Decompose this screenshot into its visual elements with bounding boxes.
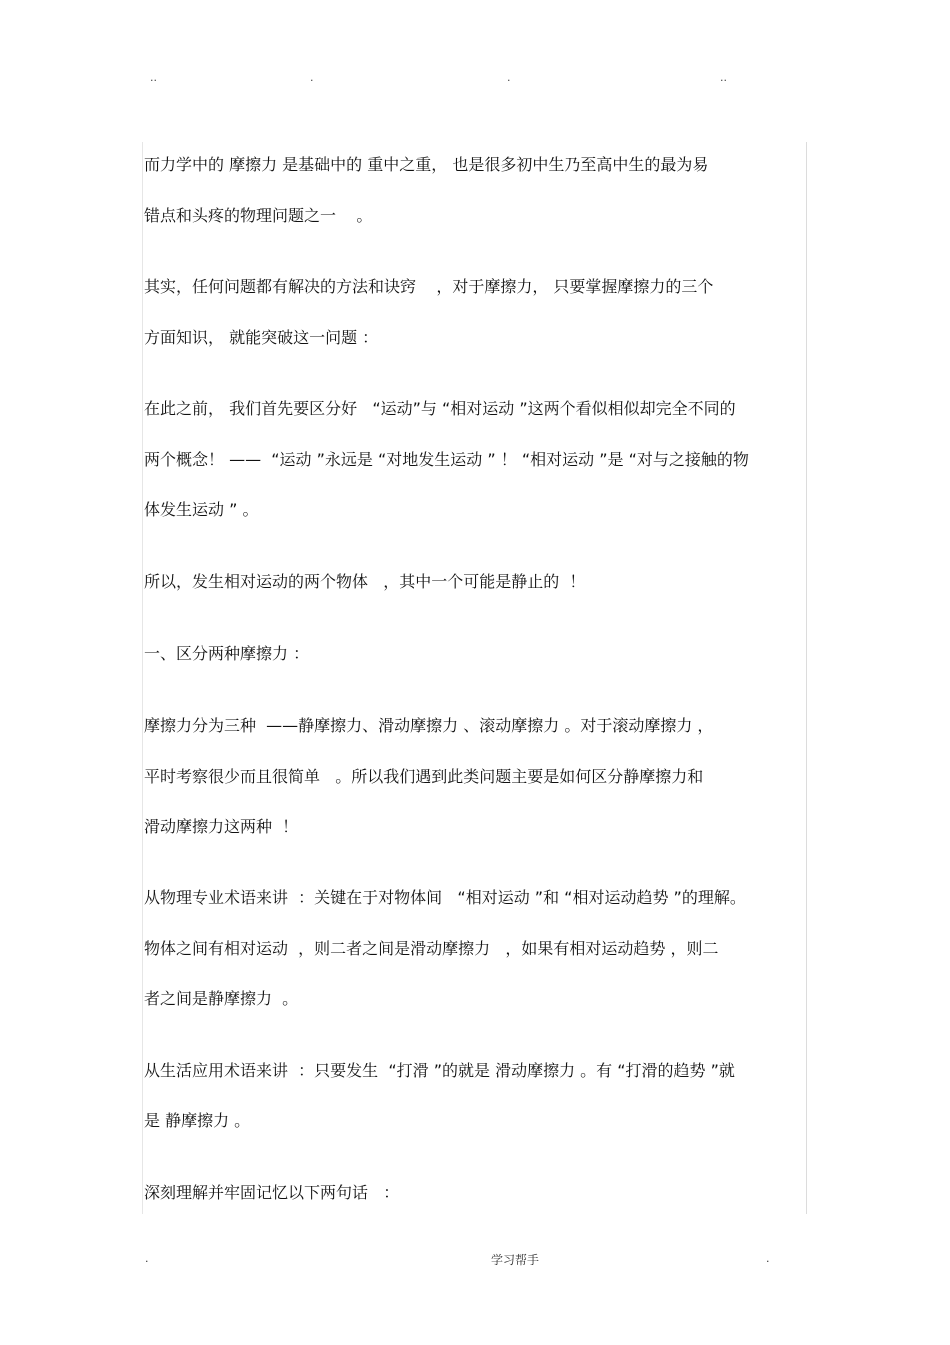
text-line: 方面知识， 就能突破这一问题 ：	[144, 328, 379, 347]
text-line: 两个概念！ —— “运动 ”永远是 “对地发生运动 ” ！ “相对运动 ”是 “对与之接触的物	[144, 450, 749, 469]
text-line: 是 静摩擦力 。	[144, 1111, 251, 1130]
header-mark-3: .	[507, 71, 511, 84]
text-line: 从生活应用术语来讲 ：只要发生 “打滑 ”的就是 滑动摩擦力 。有 “打滑的趋势 ”就	[144, 1061, 735, 1080]
footer-label: 学习帮手	[490, 1253, 539, 1267]
text-line: 其实，任何问题都有解决的方法和诀窍 ，对于摩擦力， 只要掌握摩擦力的三个	[144, 277, 714, 296]
page-frame-left-border	[142, 142, 143, 1214]
text-line: 在此之前， 我们首先要区分好 “运动”与 “相对运动 ”这两个看似相似却完全不同的	[144, 399, 736, 418]
text-line: 平时考察很少而且很简单 。所以我们遇到此类问题主要是如何区分静摩擦力和	[144, 767, 704, 786]
page-frame-right-border	[806, 142, 807, 1214]
header-mark-1: ..	[150, 71, 157, 84]
header-mark-2: .	[310, 71, 314, 84]
text-line: 深刻理解并牢固记忆以下两句话 ：	[144, 1183, 400, 1202]
text-line: 摩擦力分为三种 ——静摩擦力、滑动摩擦力 、滚动摩擦力 。对于滚动摩擦力 ，	[144, 716, 714, 735]
text-line: 滑动摩擦力这两种 ！	[144, 817, 299, 836]
text-line: 物体之间有相对运动 ，则二者之间是滑动摩擦力 ，如果有相对运动趋势 ，则二	[144, 939, 719, 958]
text-line: 错点和头疼的物理问题之一 。	[144, 206, 373, 225]
text-line: 而力学中的 摩擦力 是基础中的 重中之重， 也是很多初中生乃至高中生的最为易	[144, 155, 709, 174]
footer-right-mark: .	[766, 1252, 770, 1265]
text-line: 者之间是静摩擦力 。	[144, 989, 299, 1008]
text-line: 所以，发生相对运动的两个物体 ，其中一个可能是静止的 ！	[144, 572, 586, 591]
text-line: 体发生运动 ” 。	[144, 500, 259, 519]
footer-left-mark: .	[145, 1252, 149, 1265]
header-mark-4: ..	[720, 71, 727, 84]
section-heading: 一、区分两种摩擦力 ：	[144, 644, 310, 663]
text-line: 从物理专业术语来讲 ：关键在于对物体间 “相对运动 ”和 “相对运动趋势 ”的理解。	[144, 888, 746, 907]
